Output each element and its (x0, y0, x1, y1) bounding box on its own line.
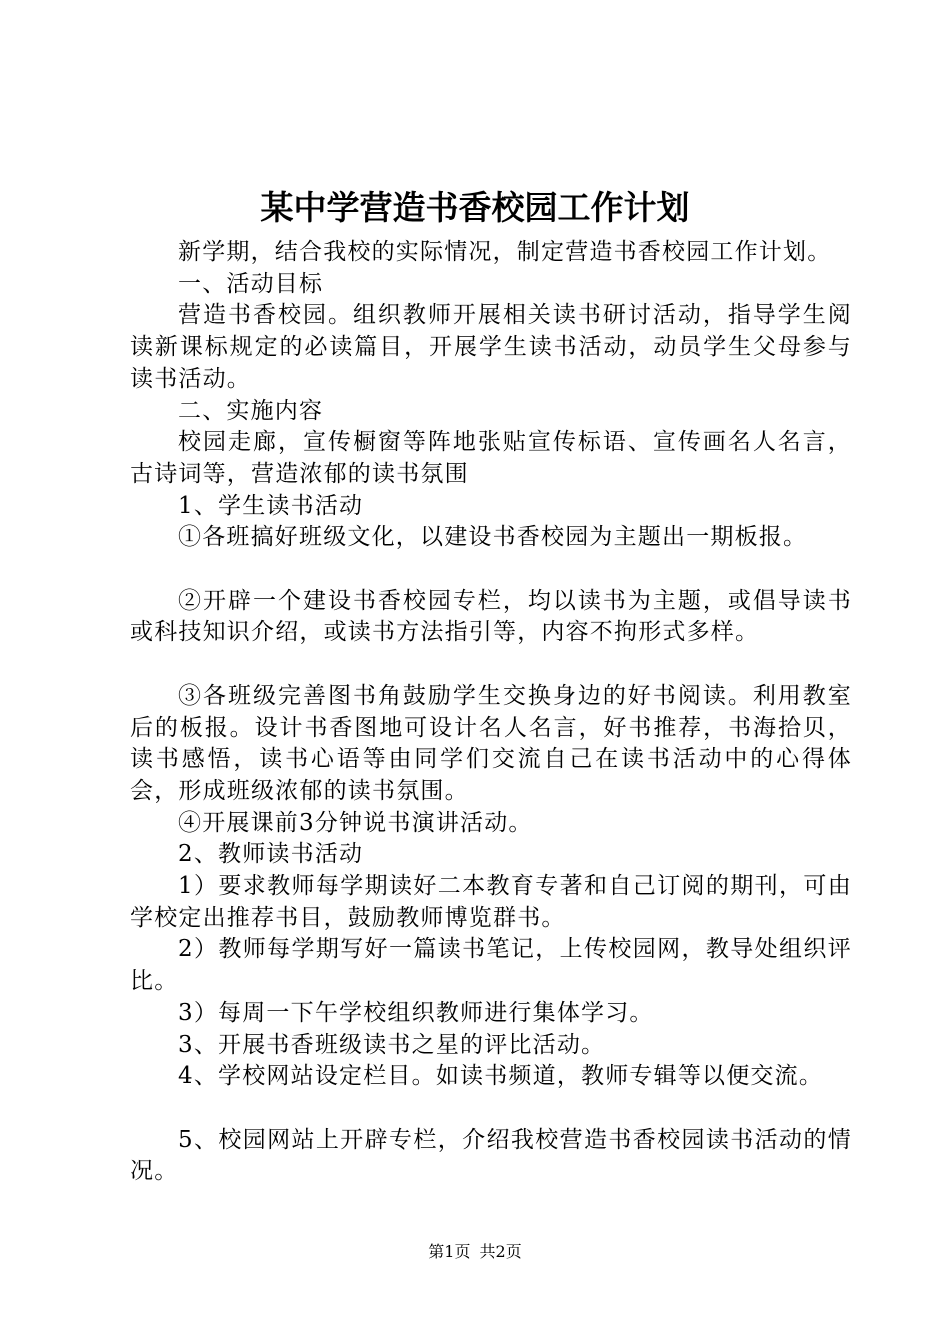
list-item: ③各班级完善图书角鼓励学生交换身边的好书阅读。利用教室后的板报。设计书香图地可设计名人名言，好书推荐，书海拾贝，读书感悟，读书心语等由同学们交流自己在读书活动中的心得体会，形成班级浓郁的读书氛围。 (130, 682, 852, 804)
content-paragraph: 校园走廊，宣传橱窗等阵地张贴宣传标语、宣传画名人名言，古诗词等，营造浓郁的读书氛围 (130, 429, 852, 487)
list-item: 3）每周一下午学校组织教师进行集体学习。 (178, 999, 654, 1026)
section-item: 5、校园网站上开辟专栏，介绍我校营造书香校园读书活动的情况。 (130, 1126, 852, 1185)
document-body (130, 237, 852, 1188)
subsection-teacher-reading: 2、教师读书活动 (178, 841, 364, 868)
page-footer (0, 1241, 950, 1263)
page-number: 第1页 (428, 1242, 471, 1261)
subsection-student-reading: 1、学生读书活动 (178, 492, 364, 519)
section-heading-content: 二、实施内容 (178, 397, 324, 424)
page-total: 共2页 (479, 1242, 522, 1261)
document-title: 某中学营造书香校园工作计划 (260, 188, 690, 227)
list-item: 1）要求教师每学期读好二本教育专著和自己订阅的期刊，可由学校定出推荐书目，鼓励教师博览群书。 (130, 873, 852, 931)
list-item: ④开展课前3分钟说书演讲活动。 (178, 809, 533, 836)
list-item: 2）教师每学期写好一篇读书笔记，上传校园网，教导处组织评比。 (130, 936, 852, 995)
section-item: 4、学校网站设定栏目。如读书频道，教师专辑等以便交流。 (178, 1063, 824, 1090)
goal-paragraph: 营造书香校园。组织教师开展相关读书研讨活动，指导学生阅读新课标规定的必读篇目，开展学生读书活动，动员学生父母参与读书活动。 (130, 302, 852, 392)
section-item: 3、开展书香班级读书之星的评比活动。 (178, 1031, 606, 1058)
intro-paragraph: 新学期，结合我校的实际情况，制定营造书香校园工作计划。 (178, 239, 832, 265)
list-item: ①各班搞好班级文化，以建设书香校园为主题出一期板报。 (178, 524, 808, 551)
list-item: ②开辟一个建设书香校园专栏，均以读书为主题，或倡导读书或科技知识介绍，或读书方法指引等，内容不拘形式多样。 (130, 587, 852, 646)
section-heading-goal: 一、活动目标 (178, 270, 324, 297)
